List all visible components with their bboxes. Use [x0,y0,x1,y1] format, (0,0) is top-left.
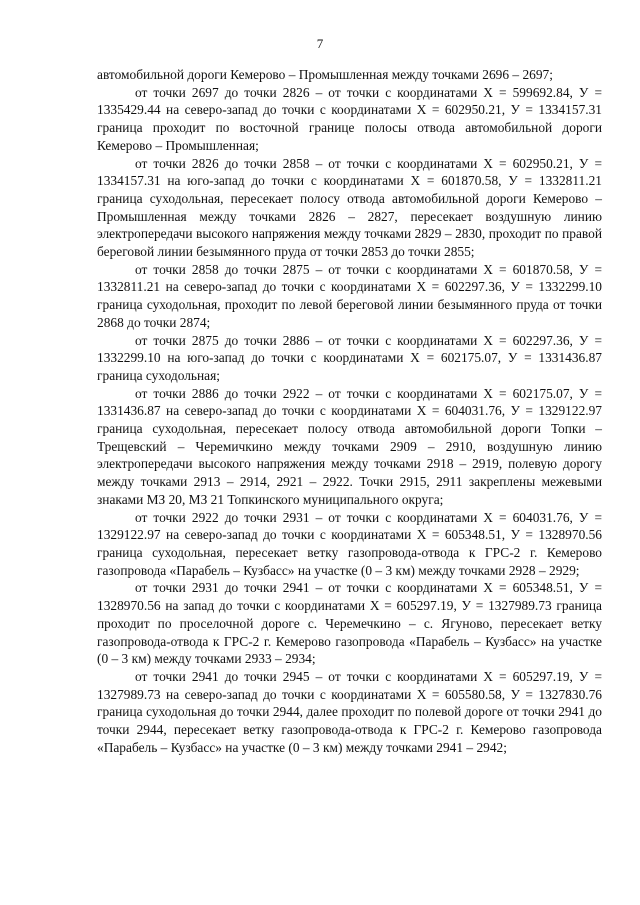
paragraph-segment-2931-2941: от точки 2931 до точки 2941 – от точки с координатами Х = 605348.51, У = 1328970.56 на запад до точки с координатами Х = 605297.19, У = 1327989.73 граница проходит по проселочной дороге с. Черемечкино – с. Ягуново, пересекает ветку газопровода-отвода к ГРС-2 г. Кемерово газопровода «Парабель – Кузбасс» на участке (0 – 3 км) между точками 2933 – 2934; [97,580,602,667]
page-number: 7 [316,36,324,51]
paragraph-segment-2941-2945: от точки 2941 до точки 2945 – от точки с координатами Х = 605297.19, У = 1327989.73 на северо-запад до точки с координатами Х = 605580.58, У = 1327830.76 граница суходольная до точки 2944, далее проходит по полевой дороге от точки 2941 до точки 2944, пересекает ветку газопровода-отвода к ГРС-2 г. Кемерово газопровода «Парабель – Кузбасс» на участке (0 – 3 км) между точками 2941 – 2942; [97,668,602,755]
paragraph-segment-2922-2931: от точки 2922 до точки 2931 – от точки с координатами Х = 604031.76, У = 1329122.97 на северо-запад до точки с координатами Х = 605348.51, У = 1328970.56 граница суходольная, пересекает ветку газопровода-отвода к ГРС-2 г. Кемерово газопровода «Парабель – Кузбасс» на участке (0 – 3 км) между точками 2928 – 2929; [97,509,602,578]
paragraph-segment-2697-2826: от точки 2697 до точки 2826 – от точки с координатами Х = 599692.84, У = 1335429.44 на северо-запад до точки с координатами Х = 602950.21, У = 1334157.31 граница проходит по восточной границе полосы отвода автомобильной дороги Кемерово – Промышленная; [97,84,602,153]
paragraph-continuation: автомобильной дороги Кемерово – Промышленная между точками 2696 – 2697; [97,67,553,82]
paragraph-segment-2826-2858: от точки 2826 до точки 2858 – от точки с координатами Х = 602950.21, У = 1334157.31 на юго-запад до точки с координатами Х = 601870.58, У = 1332811.21 граница суходольная, пересекает полосу отвода автомобильной дороги Кемерово – Промышленная между точками 2826 – 2827, пересекает воздушную линию электропередачи высокого напряжения между точками 2829 – 2830, проходит по правой береговой линии безымянного пруда от точки 2853 до точки 2855; [97,155,602,260]
paragraph-segment-2875-2886: от точки 2875 до точки 2886 – от точки с координатами Х = 602297.36, У = 1332299.10 на юго-запад до точки с координатами Х = 602175.07, У = 1331436.87 граница суходольная; [97,332,602,383]
paragraph-segment-2858-2875: от точки 2858 до точки 2875 – от точки с координатами Х = 601870.58, У = 1332811.21 на северо-запад до точки с координатами Х = 602297.36, У = 1332299.10 граница суходольная, проходит по левой береговой линии безымянного пруда от точки 2868 до точки 2874; [97,261,602,330]
document-body [97,66,602,756]
paragraph-segment-2886-2922: от точки 2886 до точки 2922 – от точки с координатами Х = 602175.07, У = 1331436.87 на северо-запад до точки с координатами Х = 604031.76, У = 1329122.97 граница суходольная, пересекает полосу отвода автомобильной дороги Топки – Трещевский – Черемичкино между точками 2909 – 2910, воздушную линию электропередачи высокого напряжения между точками 2918 – 2919, полевую дорогу между точками 2913 – 2914, 2921 – 2922. Точки 2915, 2911 закреплены межевыми знаками МЗ 20, МЗ 21 Топкинского муниципального округа; [97,385,602,507]
